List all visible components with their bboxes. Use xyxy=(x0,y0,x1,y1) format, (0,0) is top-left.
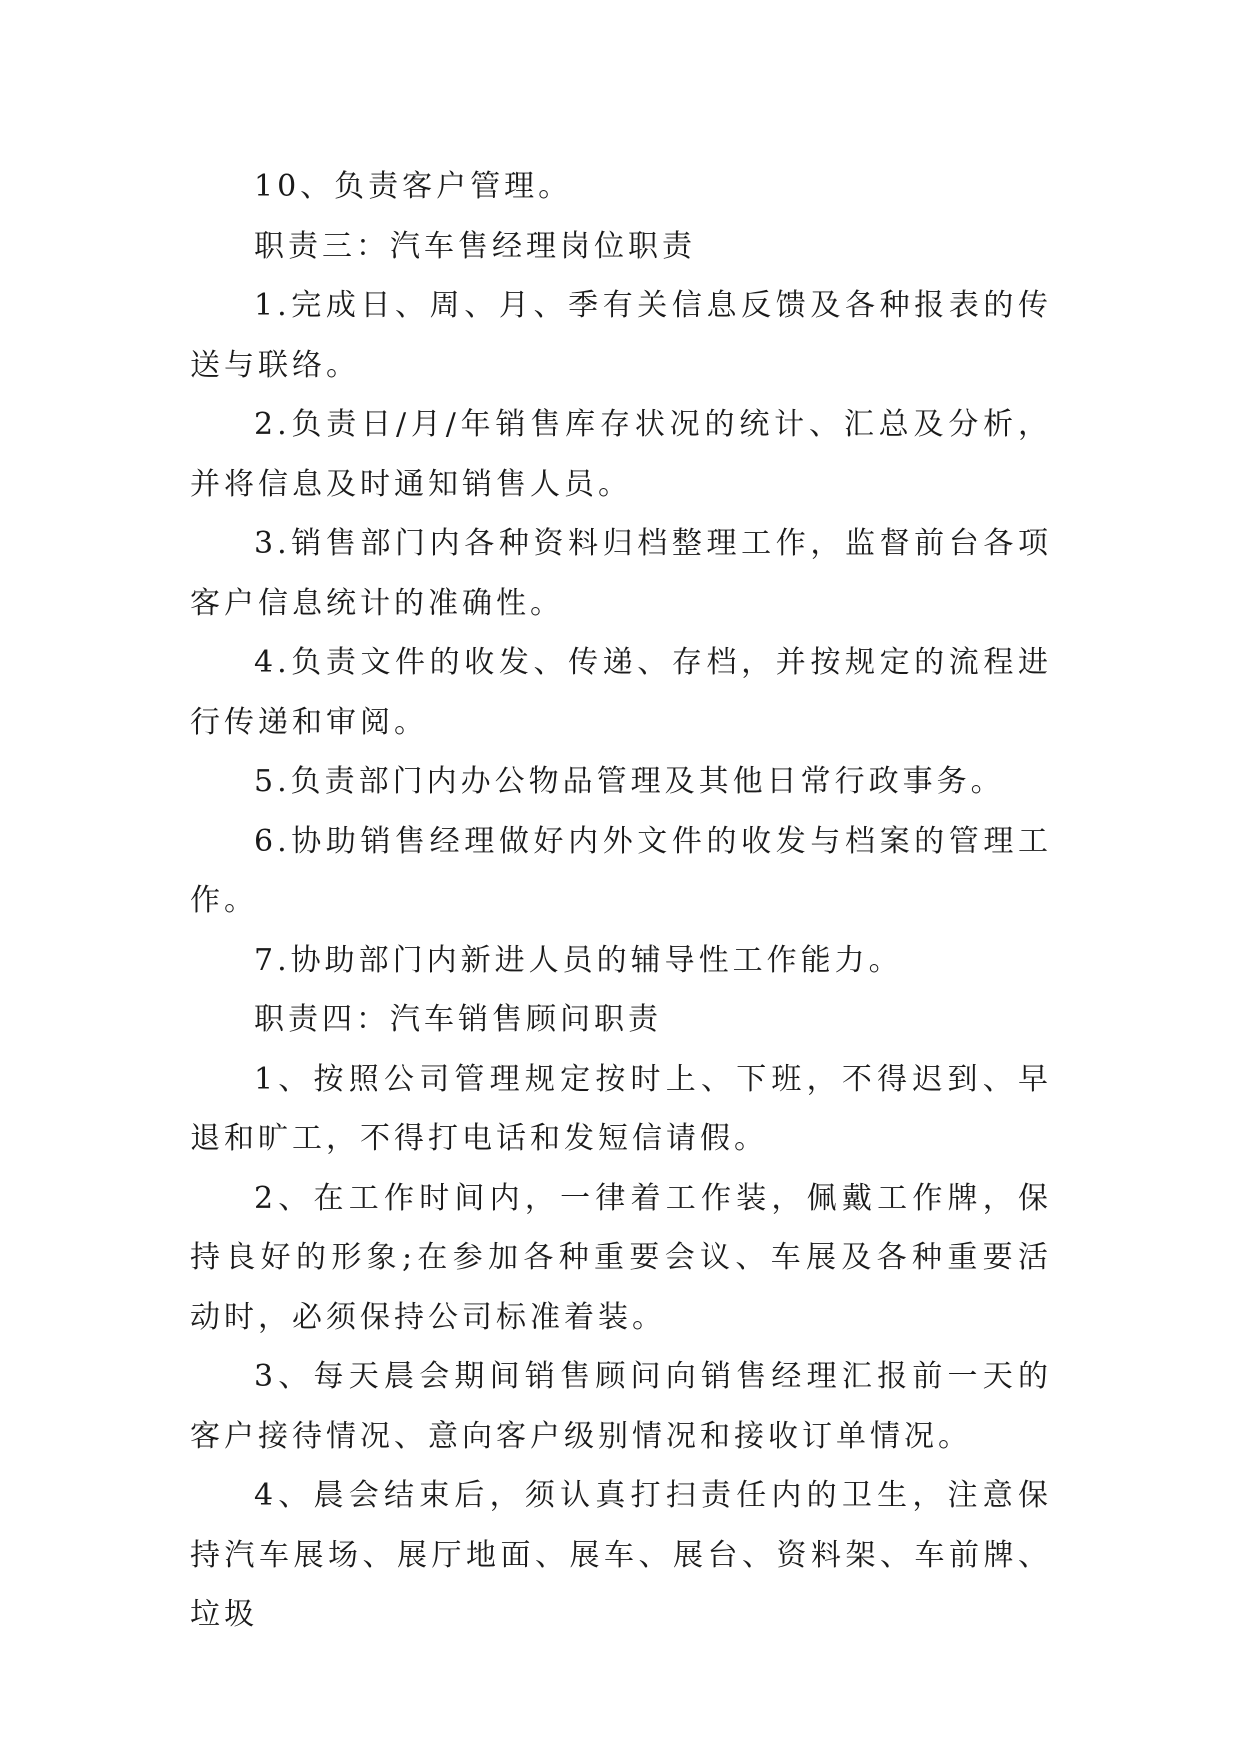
paragraph-item-1: 1.完成日、周、月、季有关信息反馈及各种报表的传送与联络。 xyxy=(190,288,1052,383)
paragraph-rule-3: 3、每天晨会期间销售顾问向销售经理汇报前一天的客户接待情况、意向客户级别情况和接收订单情况。 xyxy=(190,1359,1052,1454)
paragraph-rule-1: 1、按照公司管理规定按时上、下班，不得迟到、早退和旷工，不得打电话和发短信请假。 xyxy=(190,1061,1052,1156)
section-heading-duty-three: 职责三：汽车售经理岗位职责 xyxy=(254,228,696,264)
paragraph-item-6: 6.协助销售经理做好内外文件的收发与档案的管理工作。 xyxy=(190,823,1052,918)
paragraph-item-4: 4.负责文件的收发、传递、存档，并按规定的流程进行传递和审阅。 xyxy=(190,645,1052,740)
paragraph-item-5: 5.负责部门内办公物品管理及其他日常行政事务。 xyxy=(254,764,1005,799)
paragraph-rule-2: 2、在工作时间内，一律着工作装，佩戴工作牌，保持良好的形象;在参加各种重要会议、车展及各种重要活动时，必须保持公司标准着装。 xyxy=(190,1180,1052,1335)
paragraph-rule-4: 4、晨会结束后，须认真打扫责任内的卫生，注意保持汽车展场、展厅地面、展车、展台、资料架、车前牌、垃圾 xyxy=(190,1478,1052,1632)
paragraph-item-3: 3.销售部门内各种资料归档整理工作，监督前台各项客户信息统计的准确性。 xyxy=(190,526,1052,621)
paragraph-item-7: 7.协助部门内新进人员的辅导性工作能力。 xyxy=(254,942,903,978)
paragraph-item-2: 2.负责日/月/年销售库存状况的统计、汇总及分析，并将信息及时通知销售人员。 xyxy=(190,407,1052,502)
document-body xyxy=(190,157,1052,1645)
paragraph-item-10: 10、负责客户管理。 xyxy=(254,169,573,204)
section-heading-duty-four: 职责四：汽车销售顾问职责 xyxy=(254,1002,662,1037)
